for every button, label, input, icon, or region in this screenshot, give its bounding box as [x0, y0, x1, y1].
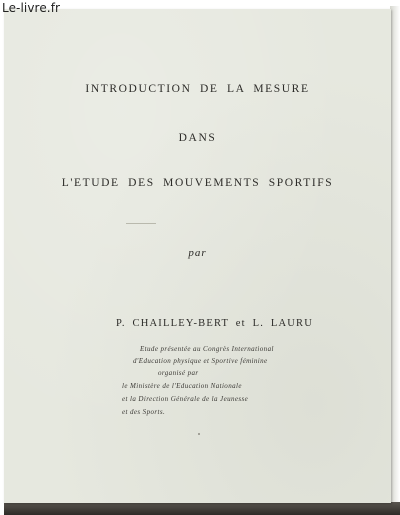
- title-line-3: L'ETUDE DES MOUVEMENTS SPORTIFS: [61, 177, 334, 189]
- title-line-2: DANS: [178, 132, 217, 144]
- note-line-1: Etude présentée au Congrès International: [140, 345, 274, 353]
- title-line-1: INTRODUCTION DE LA MESURE: [85, 83, 310, 95]
- note-line-6: et des Sports.: [122, 408, 166, 416]
- by-label: par: [188, 247, 207, 259]
- note-line-4: le Ministère de l'Education Nationale: [122, 382, 242, 390]
- note-line-2: d'Education physique et Sportive féminine: [133, 357, 268, 365]
- document-page: [4, 9, 391, 503]
- note-line-3: organisé par: [158, 369, 199, 377]
- note-line-5: et la Direction Générale de la Jeunesse: [122, 395, 249, 403]
- paper-speck: [198, 433, 200, 435]
- authors: P. CHAILLEY-BERT et L. LAURU: [116, 318, 314, 329]
- background-edge: [390, 6, 400, 511]
- background-shadow: [4, 502, 400, 515]
- paper-mark: [126, 223, 156, 224]
- watermark-text: Le-livre.fr: [2, 1, 61, 15]
